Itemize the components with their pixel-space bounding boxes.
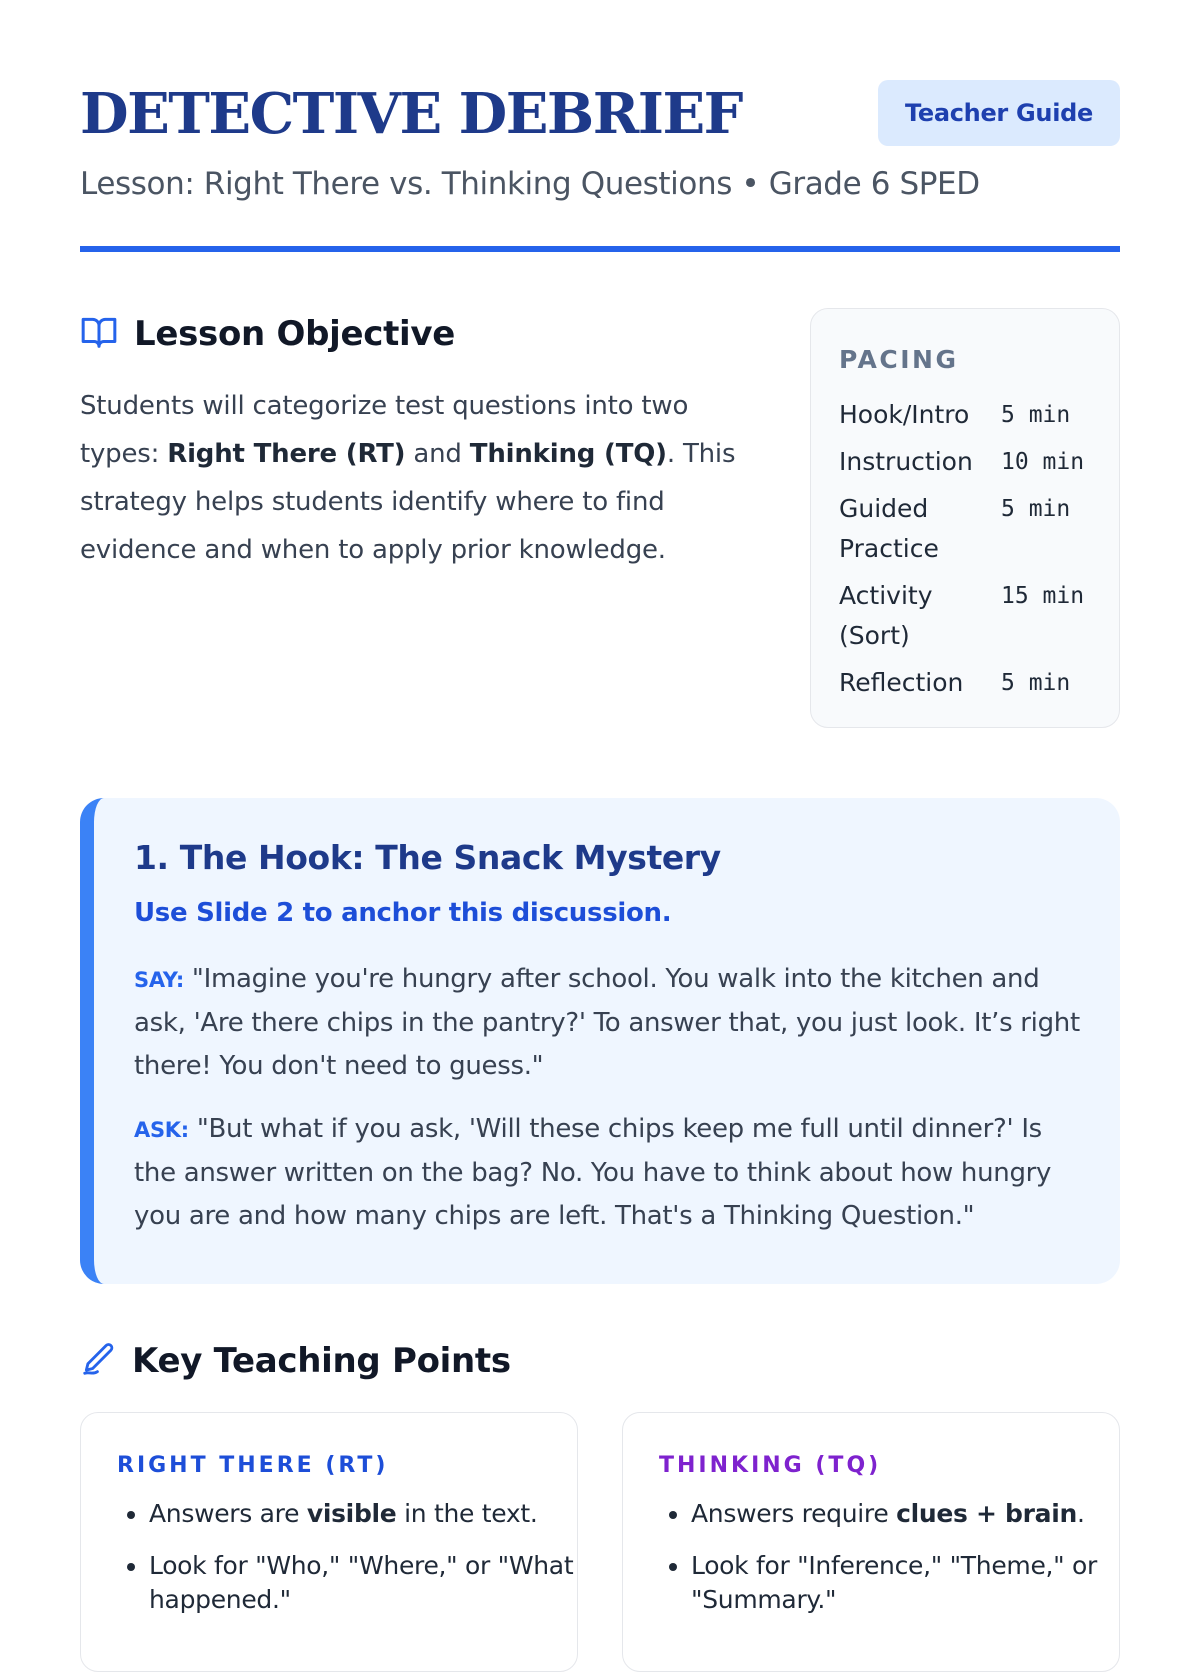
pencil-icon (80, 1340, 132, 1382)
pacing-row (839, 576, 1084, 663)
hook-ask-paragraph (134, 1108, 1084, 1238)
pacing-table (839, 395, 1084, 710)
pacing-time: 5 min (1001, 670, 1071, 696)
pacing-row (839, 395, 1084, 442)
list-item (149, 1497, 599, 1531)
thinking-list (659, 1497, 1141, 1635)
pacing-label: Reflection (839, 668, 964, 697)
thinking-card (622, 1412, 1120, 1672)
pacing-time: 5 min (1001, 496, 1071, 522)
list-item: • Look for "Who," "Where," or "What happened." (149, 1549, 599, 1617)
objective-text-part: and (405, 439, 470, 469)
objective-text-part: Students will categorize test questions into two types: (80, 391, 689, 469)
hook-say-paragraph (134, 958, 1084, 1088)
say-tag: SAY: (134, 968, 184, 992)
pacing-title: PACING (839, 345, 959, 374)
list-item-text: Answers require (691, 1499, 897, 1528)
teacher-guide-button[interactable]: Teacher Guide (878, 80, 1120, 146)
right-there-list (117, 1497, 599, 1635)
pacing-time: 5 min (1001, 402, 1071, 428)
book-open-icon (80, 313, 134, 355)
pacing-label: Hook/Intro (839, 400, 970, 429)
objective-heading-row (80, 310, 455, 358)
page-title: DETECTIVE DEBRIEF (80, 81, 742, 147)
say-text: "Imagine you're hungry after school. You walk into the kitchen and ask, 'Are there chips in the pantry?' To answer that, you just look. It’s right there! You don't need to guess." (134, 964, 1080, 1081)
list-item-text: in the text. (396, 1499, 538, 1528)
objective-heading: Lesson Objective (134, 314, 456, 354)
thinking-label: THINKING (TQ) (659, 1453, 882, 1478)
page-subtitle: Lesson: Right There vs. Thinking Questions • Grade 6 SPED (80, 166, 980, 202)
pacing-row (839, 663, 1084, 710)
list-item (691, 1497, 1141, 1531)
list-item-text: . (1077, 1499, 1085, 1528)
key-points-heading-row (80, 1337, 511, 1385)
objective-text (80, 382, 760, 574)
ask-text: "But what if you ask, 'Will these chips keep me full until dinner?' Is the answer written on the bag? No. You have to think about how hungry you are and how many chips are left. That's a Thinking Question." (134, 1114, 1052, 1231)
right-there-label: RIGHT THERE (RT) (117, 1453, 389, 1478)
pacing-time: 10 min (1001, 449, 1085, 475)
list-item-emphasis: clues + brain (896, 1499, 1078, 1528)
hook-title: 1. The Hook: The Snack Mystery (134, 838, 721, 877)
objective-text-part: . This strategy helps students identify where to find evidence and when to apply prior knowledge. (80, 439, 736, 565)
ask-tag: ASK: (134, 1118, 189, 1142)
list-item-emphasis: visible (306, 1499, 397, 1528)
pacing-row (839, 489, 1084, 576)
list-item-text: Answers are (149, 1499, 307, 1528)
key-points-heading: Key Teaching Points (132, 1341, 511, 1381)
hook-slide-note: Use Slide 2 to anchor this discussion. (134, 898, 672, 928)
pacing-label: Instruction (839, 447, 973, 476)
list-item: • Look for "Inference," "Theme," or "Summary." (691, 1549, 1141, 1617)
pacing-time: 15 min (1001, 583, 1085, 609)
pacing-row (839, 442, 1084, 489)
right-there-card (80, 1412, 578, 1672)
pacing-label: Activity (Sort) (839, 581, 933, 650)
hook-section (80, 798, 1120, 1284)
pacing-label: Guided Practice (839, 494, 939, 563)
pacing-panel (810, 308, 1120, 728)
objective-rt-term: Right There (RT) (167, 439, 406, 469)
objective-tq-term: Thinking (TQ) (469, 439, 667, 469)
header-divider (80, 246, 1120, 252)
